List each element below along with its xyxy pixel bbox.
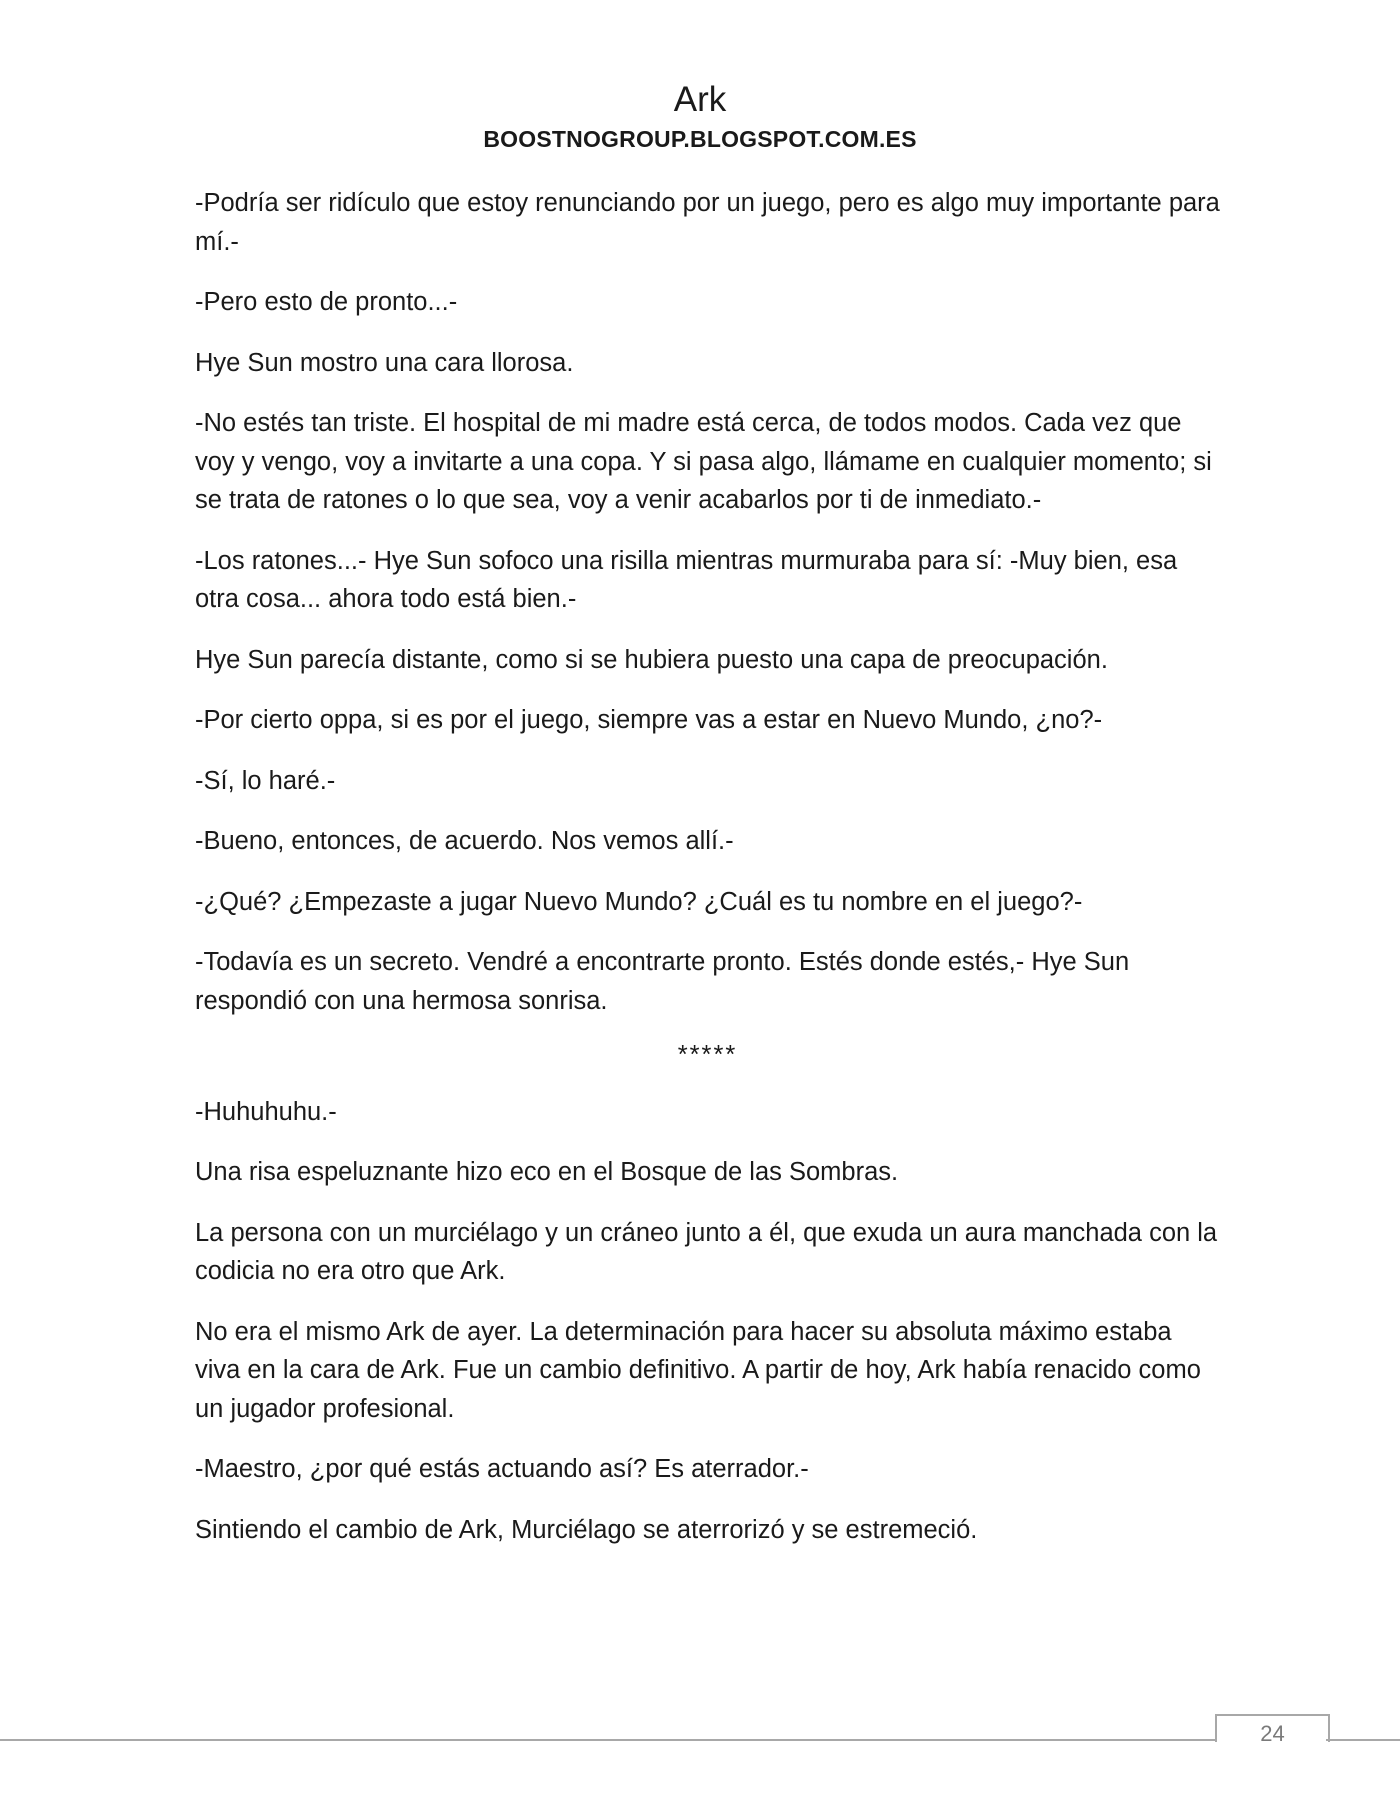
book-title: Ark xyxy=(673,80,727,119)
page-header xyxy=(0,78,1400,154)
paragraph: -Pero esto de pronto...- xyxy=(195,288,458,316)
paragraph: Hye Sun parecía distante, como si se hubiera puesto una capa de preocupación. xyxy=(195,645,1108,674)
paragraph: -Por cierto oppa, si es por el juego, siempre vas a estar en Nuevo Mundo, ¿no?- xyxy=(195,706,1103,734)
paragraph: -Maestro, ¿por qué estás actuando así? Es aterrador.- xyxy=(195,1455,809,1483)
paragraph: -¿Qué? ¿Empezaste a jugar Nuevo Mundo? ¿Cuál es tu nombre en el juego?- xyxy=(195,887,1083,916)
footer-rule xyxy=(1326,1739,1400,1741)
paragraph: Una risa espeluznante hizo eco en el Bosque de las Sombras. xyxy=(195,1158,899,1186)
page-number: 24 xyxy=(1260,1721,1285,1746)
footer-rule xyxy=(0,1739,1216,1741)
paragraph: -No estés tan triste. El hospital de mi madre está cerca, de todos modos. Cada vez que voy y vengo, voy a invitarte a una copa. Y si pasa algo, llámame en cualquier momento; si se trata de ratones o lo que sea, voy a venir acabarlos por ti de inmediato.- xyxy=(195,409,1212,514)
paragraph: -Sí, lo haré.- xyxy=(195,766,336,795)
paragraph: No era el mismo Ark de ayer. La determinación para hacer su absoluta máximo estaba viva en la cara de Ark. Fue un cambio definitivo. A partir de hoy, Ark había renacido como un jugador profesional. xyxy=(195,1317,1201,1423)
body-text xyxy=(195,184,1220,1571)
paragraph: Hye Sun mostro una cara llorosa. xyxy=(195,348,574,377)
site-url: BOOSTNOGROUP.BLOGSPOT.COM.ES xyxy=(483,126,917,152)
paragraph: -Huhuhuhu.- xyxy=(195,1097,337,1126)
paragraph: -Podría ser ridículo que estoy renunciando por un juego, pero es algo muy importante para mí.- xyxy=(195,189,1220,256)
paragraph: -Todavía es un secreto. Vendré a encontrarte pronto. Estés donde estés,- Hye Sun respondió con una hermosa sonrisa. xyxy=(195,948,1130,1015)
paragraph: -Los ratones...- Hye Sun sofoco una risilla mientras murmuraba para sí: -Muy bien, esa otra cosa... ahora todo está bien.- xyxy=(195,546,1178,613)
page-footer xyxy=(0,1712,1400,1762)
paragraph: -Bueno, entonces, de acuerdo. Nos vemos allí.- xyxy=(195,827,734,855)
paragraph: Sintiendo el cambio de Ark, Murciélago se aterrorizó y se estremeció. xyxy=(195,1515,978,1544)
paragraph: La persona con un murciélago y un cráneo junto a él, que exuda un aura manchada con la codicia no era otro que Ark. xyxy=(195,1218,1218,1285)
scene-separator: ***** xyxy=(677,1041,738,1069)
